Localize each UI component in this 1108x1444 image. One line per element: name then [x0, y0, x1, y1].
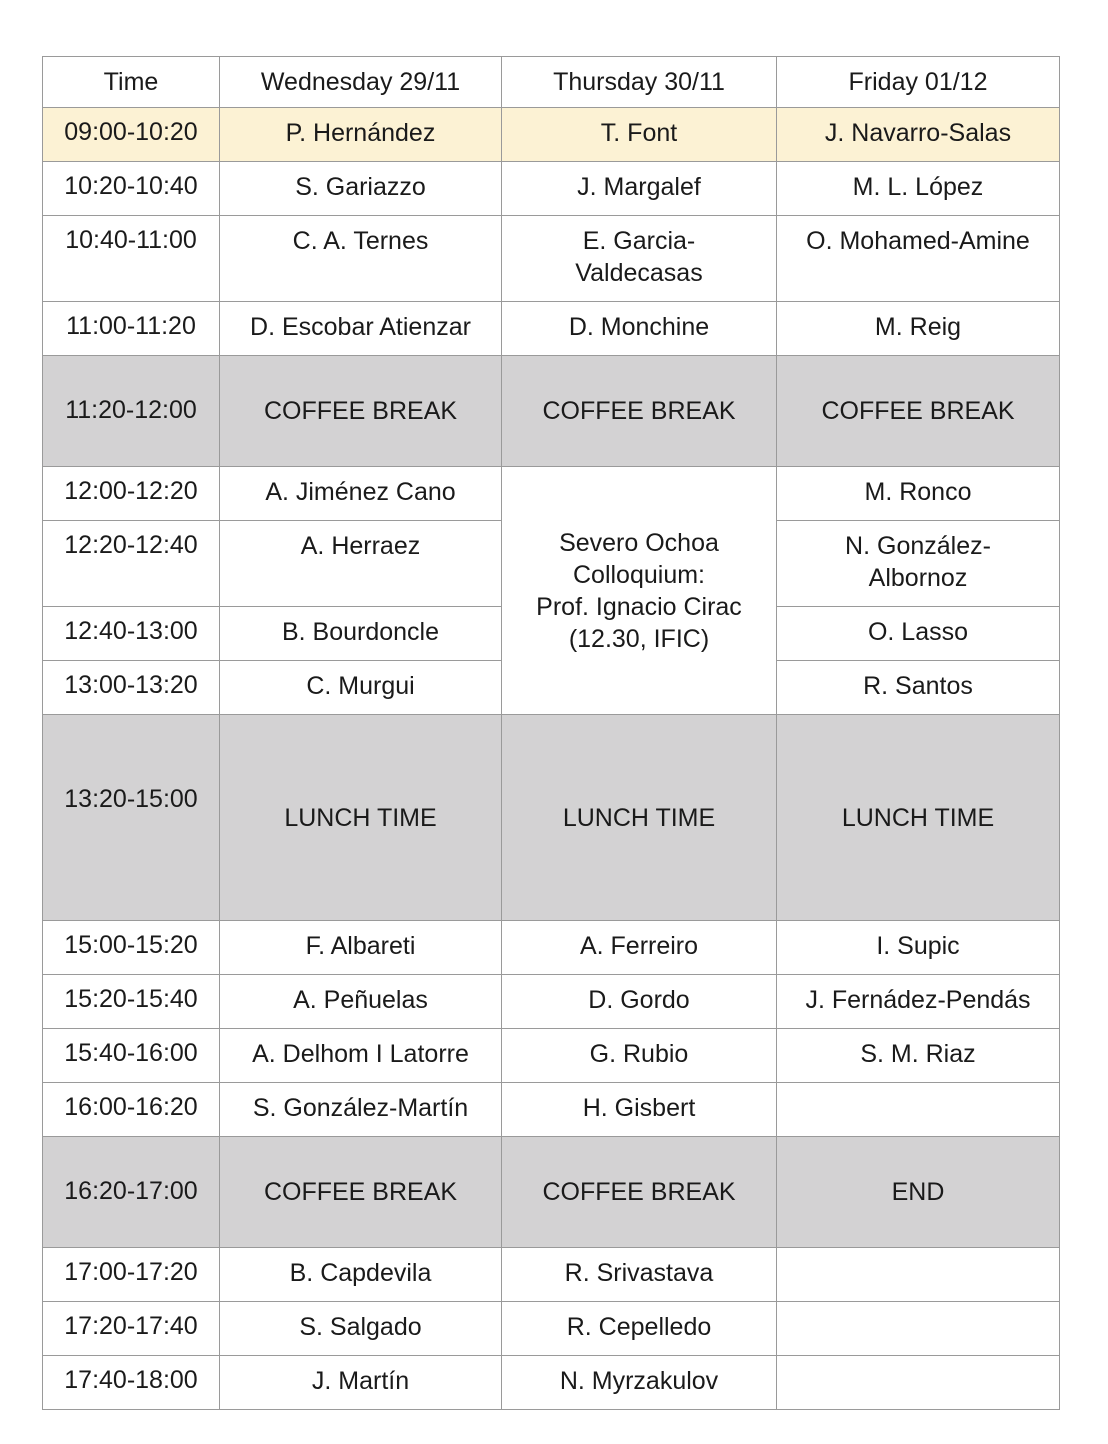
table-row — [43, 108, 1060, 162]
thursday-cell-line: E. Garcia- — [582, 227, 696, 255]
time-cell: 15:40-16:00 — [43, 1029, 220, 1083]
friday-cell: END — [777, 1137, 1060, 1248]
thursday-cell: H. Gisbert — [502, 1083, 777, 1137]
header-thursday: Thursday 30/11 — [502, 57, 777, 108]
colloquium-line: Severo Ochoa — [559, 528, 719, 557]
table-row — [43, 162, 1060, 216]
wednesday-cell: S. Gariazzo — [220, 162, 502, 216]
friday-cell: COFFEE BREAK — [777, 356, 1060, 467]
wednesday-cell: S. Salgado — [220, 1302, 502, 1356]
schedule-table — [42, 56, 1060, 1410]
table-row — [43, 975, 1060, 1029]
break-row — [43, 356, 1060, 467]
time-cell: 11:20-12:00 — [43, 356, 220, 467]
thursday-cell: LUNCH TIME — [502, 715, 777, 921]
time-cell: 15:00-15:20 — [43, 921, 220, 975]
time-cell: 15:20-15:40 — [43, 975, 220, 1029]
friday-cell — [777, 1083, 1060, 1137]
time-cell: 17:20-17:40 — [43, 1302, 220, 1356]
friday-cell: O. Lasso — [777, 607, 1060, 661]
thursday-cell: J. Margalef — [502, 162, 777, 216]
time-cell: 13:20-15:00 — [43, 715, 220, 921]
colloquium-line: Colloquium: — [572, 560, 705, 589]
wednesday-cell: A. Herraez — [220, 521, 502, 607]
thursday-cell: D. Monchine — [502, 302, 777, 356]
thursday-cell: T. Font — [502, 108, 777, 162]
thursday-cell: D. Gordo — [502, 975, 777, 1029]
time-cell: 10:40-11:00 — [43, 216, 220, 302]
thursday-cell: COFFEE BREAK — [502, 356, 777, 467]
thursday-cell: R. Cepelledo — [502, 1302, 777, 1356]
time-cell: 16:00-16:20 — [43, 1083, 220, 1137]
wednesday-cell: C. A. Ternes — [220, 216, 502, 302]
thursday-cell: COFFEE BREAK — [502, 1137, 777, 1248]
wednesday-cell: A. Peñuelas — [220, 975, 502, 1029]
friday-cell-line: N. González- — [845, 532, 991, 560]
table-row — [43, 1029, 1060, 1083]
time-cell: 09:00-10:20 — [43, 108, 220, 162]
wednesday-cell: F. Albareti — [220, 921, 502, 975]
friday-cell: M. Reig — [777, 302, 1060, 356]
friday-cell — [777, 1356, 1060, 1410]
thursday-cell: R. Srivastava — [502, 1248, 777, 1302]
wednesday-cell: J. Martín — [220, 1356, 502, 1410]
time-cell: 10:20-10:40 — [43, 162, 220, 216]
header-wednesday: Wednesday 29/11 — [220, 57, 502, 108]
time-cell: 12:00-12:20 — [43, 467, 220, 521]
time-cell: 12:20-12:40 — [43, 521, 220, 607]
table-row — [43, 921, 1060, 975]
time-cell: 12:40-13:00 — [43, 607, 220, 661]
wednesday-cell: B. Bourdoncle — [220, 607, 502, 661]
thursday-cell-line: Valdecasas — [575, 259, 703, 287]
colloquium-line: (12.30, IFIC) — [568, 624, 710, 653]
wednesday-cell: COFFEE BREAK — [220, 356, 502, 467]
wednesday-cell: LUNCH TIME — [220, 715, 502, 921]
header-row — [43, 57, 1060, 108]
friday-cell: M. L. López — [777, 162, 1060, 216]
table-row — [43, 1083, 1060, 1137]
thursday-cell: A. Ferreiro — [502, 921, 777, 975]
friday-cell-line: Albornoz — [868, 564, 968, 592]
table-row — [43, 1302, 1060, 1356]
friday-cell: LUNCH TIME — [777, 715, 1060, 921]
break-row — [43, 1137, 1060, 1248]
friday-cell — [777, 1302, 1060, 1356]
table-row — [43, 467, 1060, 521]
thursday-cell: N. Myrzakulov — [502, 1356, 777, 1410]
table-row — [43, 302, 1060, 356]
friday-cell: I. Supic — [777, 921, 1060, 975]
time-cell: 16:20-17:00 — [43, 1137, 220, 1248]
wednesday-cell: COFFEE BREAK — [220, 1137, 502, 1248]
friday-cell: M. Ronco — [777, 467, 1060, 521]
friday-cell: R. Santos — [777, 661, 1060, 715]
time-cell: 11:00-11:20 — [43, 302, 220, 356]
time-cell: 13:00-13:20 — [43, 661, 220, 715]
wednesday-cell: A. Jiménez Cano — [220, 467, 502, 521]
friday-cell — [777, 521, 1060, 607]
thursday-cell — [502, 216, 777, 302]
colloquium-cell — [502, 467, 777, 715]
wednesday-cell: A. Delhom I Latorre — [220, 1029, 502, 1083]
thursday-cell: G. Rubio — [502, 1029, 777, 1083]
friday-cell: J. Fernádez-Pendás — [777, 975, 1060, 1029]
header-friday: Friday 01/12 — [777, 57, 1060, 108]
time-cell: 17:40-18:00 — [43, 1356, 220, 1410]
table-row — [43, 1248, 1060, 1302]
wednesday-cell: P. Hernández — [220, 108, 502, 162]
table-row — [43, 216, 1060, 302]
colloquium-line: Prof. Ignacio Cirac — [536, 592, 742, 621]
wednesday-cell: C. Murgui — [220, 661, 502, 715]
friday-cell: O. Mohamed-Amine — [777, 216, 1060, 302]
friday-cell: S. M. Riaz — [777, 1029, 1060, 1083]
header-time: Time — [43, 57, 220, 108]
lunch-row — [43, 715, 1060, 921]
time-cell: 17:00-17:20 — [43, 1248, 220, 1302]
friday-cell: J. Navarro-Salas — [777, 108, 1060, 162]
wednesday-cell: D. Escobar Atienzar — [220, 302, 502, 356]
table-row — [43, 1356, 1060, 1410]
wednesday-cell: S. González-Martín — [220, 1083, 502, 1137]
friday-cell — [777, 1248, 1060, 1302]
wednesday-cell: B. Capdevila — [220, 1248, 502, 1302]
